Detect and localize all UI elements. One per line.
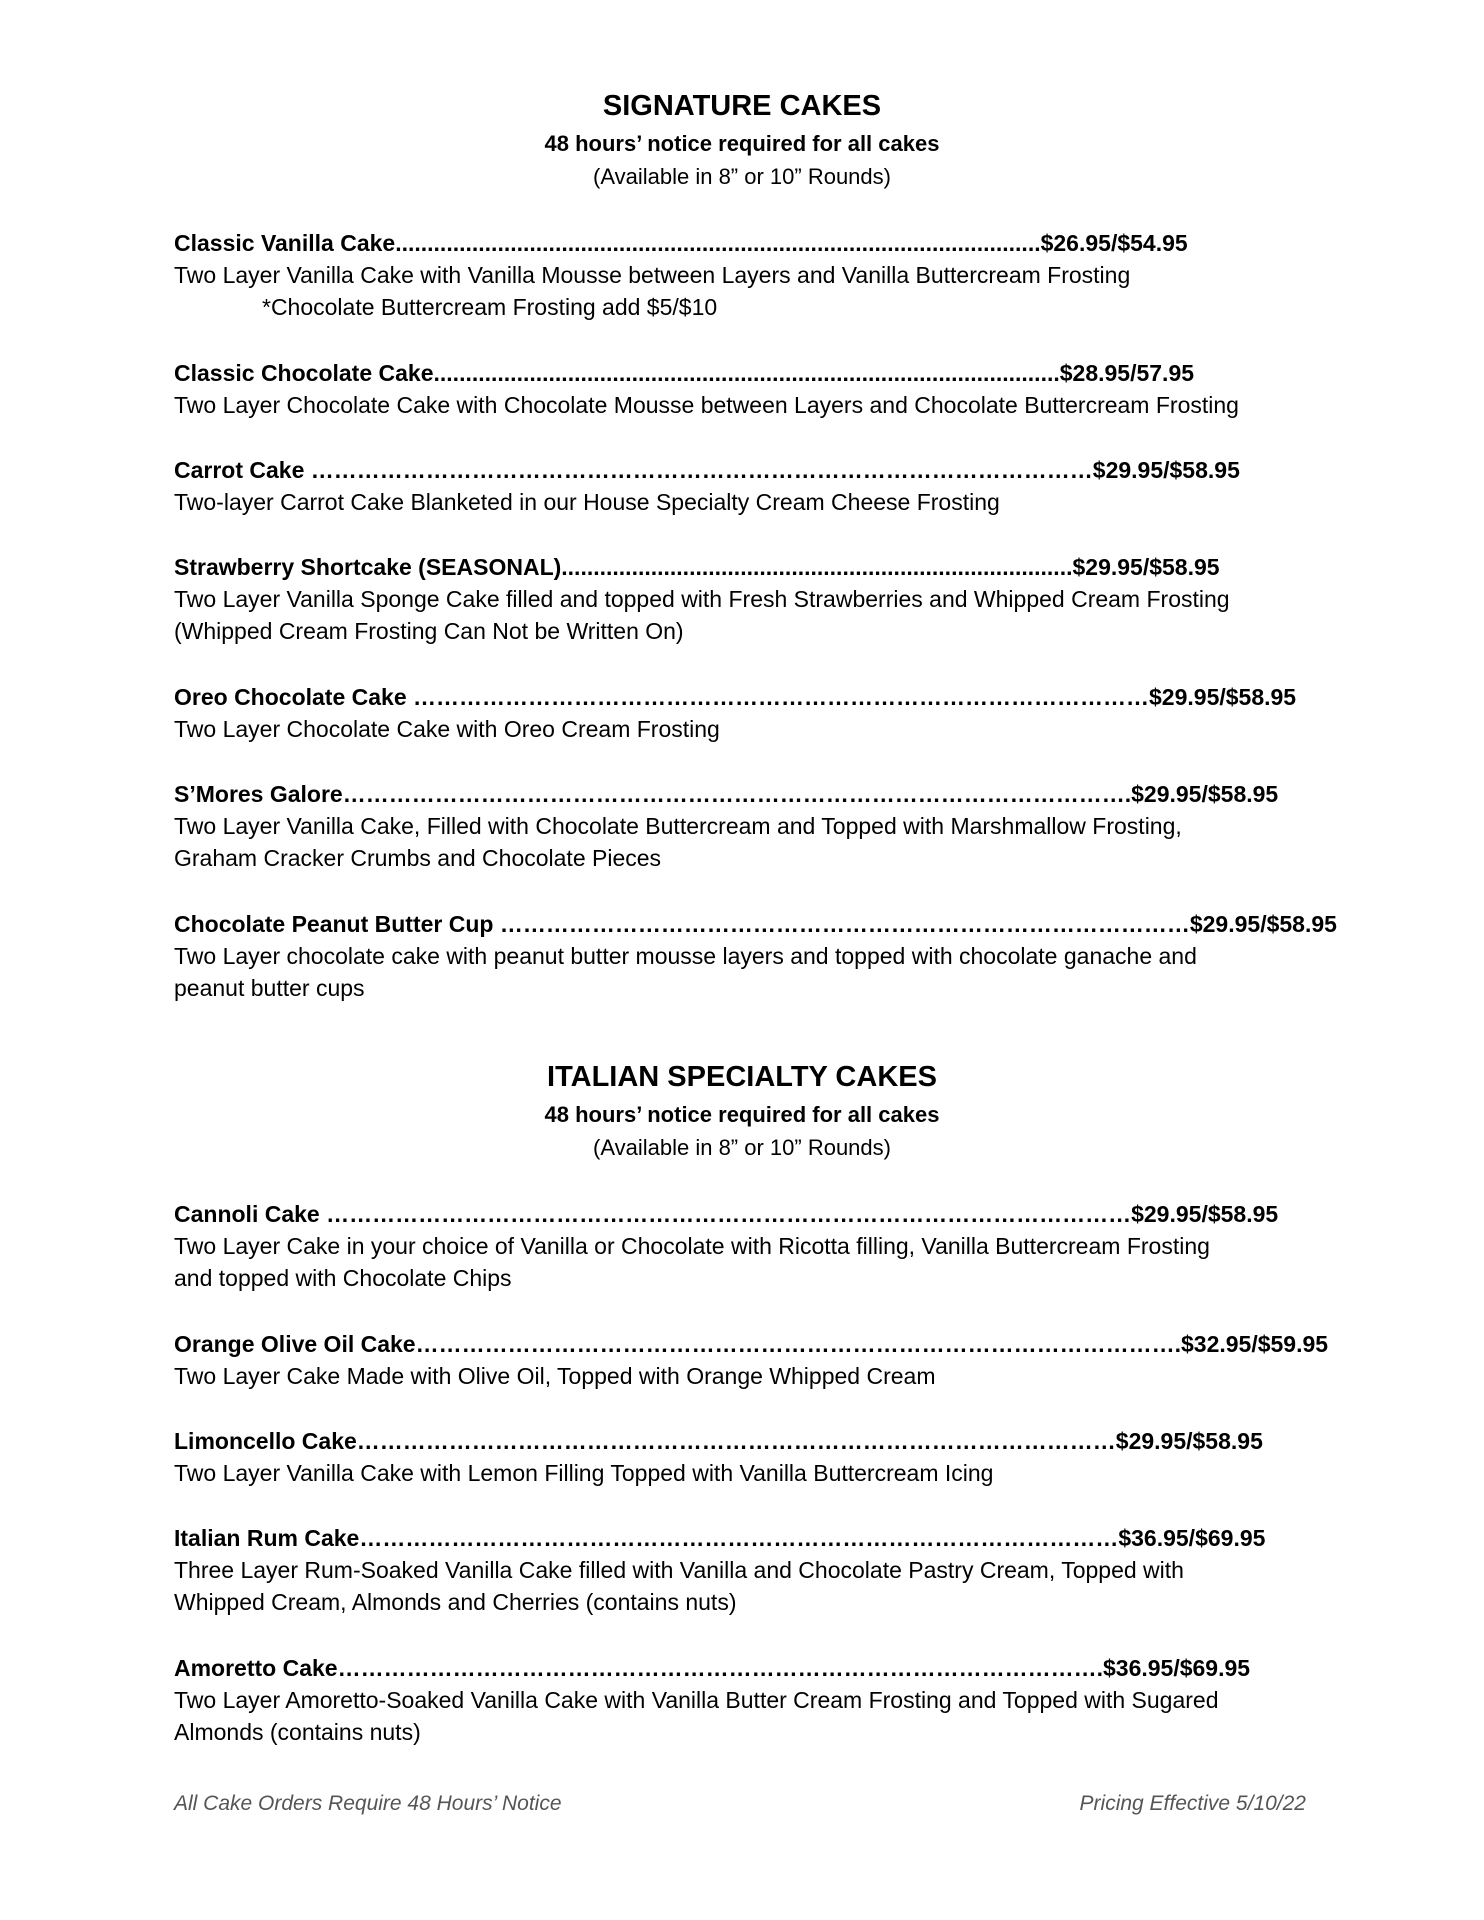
item-description: Two Layer Chocolate Cake with Oreo Cream Frosting — [174, 716, 720, 742]
item-description: Two Layer Vanilla Cake, Filled with Chocolate Buttercream and Topped with Marshmallow Frosting, — [174, 813, 1182, 839]
item-description: Two Layer Cake Made with Olive Oil, Topped with Orange Whipped Cream — [174, 1363, 936, 1389]
menu-item — [174, 454, 1240, 518]
menu-item — [174, 908, 1337, 1004]
item-name-price: Carrot Cake …………………………………………………………………………………………$29.95/$58.95 — [174, 457, 1240, 483]
item-name-price: Italian Rum Cake………………………………………………………………………………………$36.95/$69.95 — [174, 1525, 1266, 1551]
footer-pricing-date: Pricing Effective 5/10/22 — [1079, 1792, 1306, 1815]
menu-item — [174, 1425, 1263, 1489]
item-description: Almonds (contains nuts) — [174, 1719, 421, 1745]
menu-item — [174, 778, 1278, 874]
item-name-price: Classic Vanilla Cake.....................................................................................................$26.95/$54.95 — [174, 230, 1188, 256]
section-notice-italian: 48 hours’ notice required for all cakes — [544, 1102, 940, 1127]
item-description: Two Layer chocolate cake with peanut butter mousse layers and topped with chocolate ganache and — [174, 943, 1197, 969]
item-name-price: S’Mores Galore………………………………………………………………………………………….$29.95/$58.95 — [174, 781, 1279, 807]
footer-notice: All Cake Orders Require 48 Hours’ Notice — [174, 1792, 562, 1815]
item-description: Two Layer Vanilla Cake with Vanilla Mousse between Layers and Vanilla Buttercream Frosting — [174, 262, 1131, 288]
item-note: *Chocolate Buttercream Frosting add $5/$10 — [262, 294, 718, 320]
menu-item — [174, 1328, 1328, 1392]
item-name-price: Strawberry Shortcake (SEASONAL)................................................................................$29.95/$58.95 — [174, 554, 1220, 580]
menu-item — [174, 227, 1188, 323]
item-description: Graham Cracker Crumbs and Chocolate Pieces — [174, 845, 662, 871]
menu-item — [174, 357, 1239, 421]
item-name-price: Limoncello Cake………………………………………………………………………………………$29.95/$58.95 — [174, 1428, 1263, 1454]
item-name-price: Cannoli Cake ……………………………………………………………………………………………$29.95/$58.95 — [174, 1201, 1279, 1227]
menu-item — [174, 681, 1296, 745]
section-availability-signature: (Available in 8” or 10” Rounds) — [593, 164, 891, 189]
item-description: (Whipped Cream Frosting Can Not be Written On) — [174, 618, 684, 644]
menu-item — [174, 551, 1230, 647]
item-description: Two Layer Chocolate Cake with Chocolate Mousse between Layers and Chocolate Buttercream Frosting — [174, 392, 1239, 418]
item-name-price: Orange Olive Oil Cake……………………………………………………………………………………….$32.95/$59.95 — [174, 1331, 1329, 1357]
item-name-price: Oreo Chocolate Cake ……………………………………………………………………………………$29.95/$58.95 — [174, 684, 1297, 710]
section-title-signature: SIGNATURE CAKES — [602, 90, 882, 122]
item-description: peanut butter cups — [174, 975, 365, 1001]
item-description: Two Layer Vanilla Cake with Lemon Filling Topped with Vanilla Buttercream Icing — [174, 1460, 994, 1486]
item-description: Whipped Cream, Almonds and Cherries (contains nuts) — [174, 1589, 737, 1615]
section-availability-italian: (Available in 8” or 10” Rounds) — [593, 1135, 891, 1160]
item-description: Two Layer Cake in your choice of Vanilla or Chocolate with Ricotta filling, Vanilla Buttercream Frosting — [174, 1233, 1210, 1259]
item-name-price: Classic Chocolate Cake..................................................................................................$28.95/57.95 — [174, 360, 1195, 386]
menu-item — [174, 1652, 1250, 1748]
item-description: Two Layer Vanilla Sponge Cake filled and topped with Fresh Strawberries and Whipped Cream Frosting — [174, 586, 1230, 612]
item-description: Two-layer Carrot Cake Blanketed in our House Specialty Cream Cheese Frosting — [174, 489, 1000, 515]
section-title-italian: ITALIAN SPECIALTY CAKES — [547, 1061, 937, 1093]
item-description: and topped with Chocolate Chips — [174, 1265, 512, 1291]
menu-item — [174, 1198, 1278, 1294]
item-name-price: Amoretto Cake……………………………………………………………………………………….$36.95/$69.95 — [174, 1655, 1251, 1681]
menu-item — [174, 1522, 1265, 1618]
section-notice-signature: 48 hours’ notice required for all cakes — [544, 131, 940, 156]
item-name-price: Chocolate Peanut Butter Cup ………………………………………………………………………………$29.95/$58.95 — [174, 911, 1337, 937]
item-description: Two Layer Amoretto-Soaked Vanilla Cake with Vanilla Butter Cream Frosting and Topped with Sugared — [174, 1687, 1219, 1713]
item-description: Three Layer Rum-Soaked Vanilla Cake filled with Vanilla and Chocolate Pastry Cream, Topped with — [174, 1557, 1184, 1583]
